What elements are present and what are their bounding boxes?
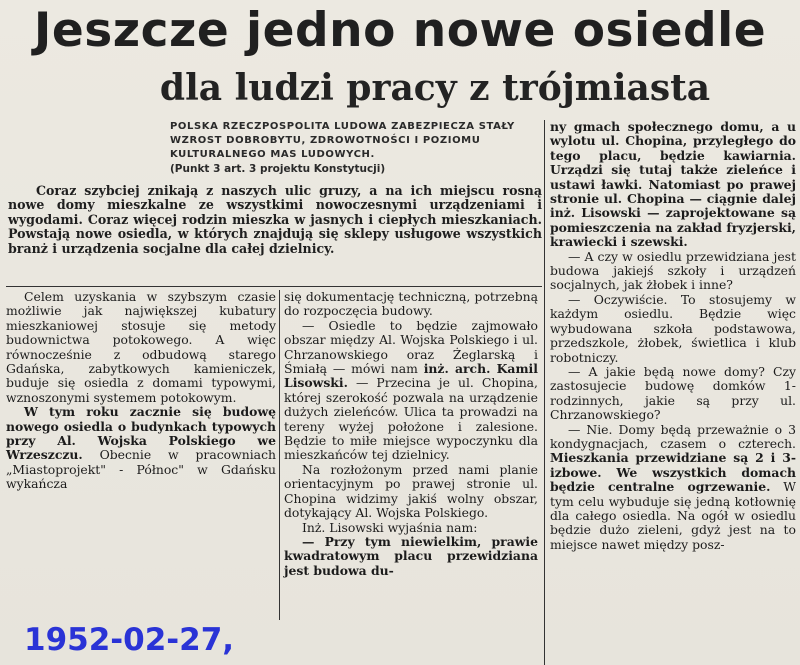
lead-bottom-rule bbox=[6, 286, 542, 287]
col2-paragraph-5: — Przy tym niewielkim, prawie kwadratowym placu przewidziana jest budowa du- bbox=[284, 533, 538, 578]
col3-paragraph-5 bbox=[550, 423, 796, 553]
col2-paragraph-4: Inż. Lisowski wyjaśnia nam: bbox=[302, 519, 478, 535]
col2-paragraph-3: Na rozłożonym przed nami planie orientacyjnym po prawej stronie ul. Chopina widzimy jakiś wolny obszar, dotykający Al. Wojska Polskiego. bbox=[284, 461, 538, 521]
col3-text-b: W tym celu wybuduje się jedną kotłownię dla całego osiedla. Na ogół w osiedlu będzie dużo zieleni, gdyż jest na to miejsce nawet między posz- bbox=[550, 479, 796, 552]
col1-bold-text: W tym roku zacznie się budowę nowego osiedla o budynkach typowych przy Al. Wojska Polskiego we Wrzeszczu. bbox=[6, 404, 276, 463]
col1-paragraph-1: Celem uzyskania w szybszym czasie możliwie jak największej kubatury mieszkaniowej stosuje się metody budownictwa potokowego. A więc równocześnie z odbudową starego Gdańska, zabytkowych kamieniczek, buduje się osiedla z domami typowymi, wznoszonymi systemem potokowym. bbox=[6, 289, 276, 405]
col2-paragraph-2 bbox=[284, 319, 538, 463]
col2-text-a: — Osiedle to będzie zajmowało obszar między Al. Wojska Polskiego i ul. Chrzanowskiego oraz Żeglarską i Śmiałą — mówi nam bbox=[284, 317, 538, 377]
col3-paragraph-1: ny gmach społecznego domu, a u wylotu ul. Chopina, przyległego do tego placu, będzie kawiarnia. Urządzi się tutaj także zieleńce i ustawi ławki. Natomiast po prawej stronie ul. Chopina — ciągnie dalej inż. Lisowski — zaprojektowane są pomieszczenia na zakład fryzjerski, krawiecki i szewski. bbox=[550, 119, 796, 250]
col3-paragraph-2: — A czy w osiedlu przewidziana jest budowa jakiejś szkoły i urządzeń socjalnych, jak żłobek i inne? bbox=[550, 248, 796, 293]
lead-paragraph bbox=[8, 184, 542, 256]
article-column-1 bbox=[6, 290, 276, 492]
col2-text-b: — Przecina je ul. Chopina, której szerokość pozwala na urządzenie dużych zieleńców. Ulica ta prowadzi na tereny wyżej położone i zalesione. Będzie to miłe miejsce wypoczynku dla mieszkańców tej dzielnicy. bbox=[284, 375, 538, 463]
architect-name: inż. arch. Kamil Lisowski. bbox=[284, 361, 538, 391]
lead-text: Coraz szybciej znikają z naszych ulic gruzy, a na ich miejscu rosną nowe domy mieszkalne ze wszystkimi nowoczesnymi urządzeniami i wygodami. Coraz więcej rodzin mieszka w jasnych i ciepłych mieszkaniach. Powstają nowe osiedla, w których znajdują się sklepy usługowe wszystkich branż i urządzenia socjalne dla całej dzielnicy. bbox=[8, 183, 542, 256]
article-column-3 bbox=[550, 120, 796, 552]
col2-paragraph-1: się dokumentację techniczną, potrzebną do rozpoczęcia budowy. bbox=[284, 289, 538, 319]
epigraph-reference: (Punkt 3 art. 3 projektu Konstytucji) bbox=[170, 163, 386, 175]
headline-line-2: dla ludzi pracy z trójmiasta bbox=[159, 67, 711, 109]
col3-text-a: — Nie. Domy będą przeważnie o 3 kondygnacjach, czasem o czterech. bbox=[550, 421, 796, 451]
epigraph-text: POLSKA RZECZPOSPOLITA LUDOWA ZABEZPIECZA STAŁY WZROST DOBROBYTU, ZDROWOTNOŚCI I POZIOMU KULTURALNEGO MAS LUDOWYCH. bbox=[170, 121, 515, 160]
col3-bold-text: Mieszkania przewidziane są 2 i 3-izbowe. We wszystkich domach będzie centralne ogrzewanie. bbox=[550, 450, 796, 495]
headline-line-1: Jeszcze jedno nowe osiedle bbox=[33, 3, 767, 58]
col1-paragraph-2 bbox=[6, 405, 276, 491]
constitution-epigraph bbox=[170, 120, 540, 176]
col1-text: Obecnie w pracowniach „Miastoprojekt" - Północ" w Gdańsku wykańcza bbox=[6, 447, 276, 492]
column-rule-middle bbox=[279, 290, 280, 620]
col3-paragraph-4: — A jakie będą nowe domy? Czy zastosujecie budowę domków 1-rodzinnych, jakie są przy ul. Chrzanowskiego? bbox=[550, 363, 796, 423]
column-rule-right bbox=[544, 120, 545, 665]
article-column-2 bbox=[284, 290, 538, 578]
date-stamp: 1952-02-27, bbox=[24, 622, 235, 658]
col3-paragraph-3: — Oczywiście. To stosujemy w każdym osiedlu. Będzie więc wybudowana szkoła podstawowa, przedszkole, żłobek, świetlica i klub robotniczy. bbox=[550, 291, 796, 365]
